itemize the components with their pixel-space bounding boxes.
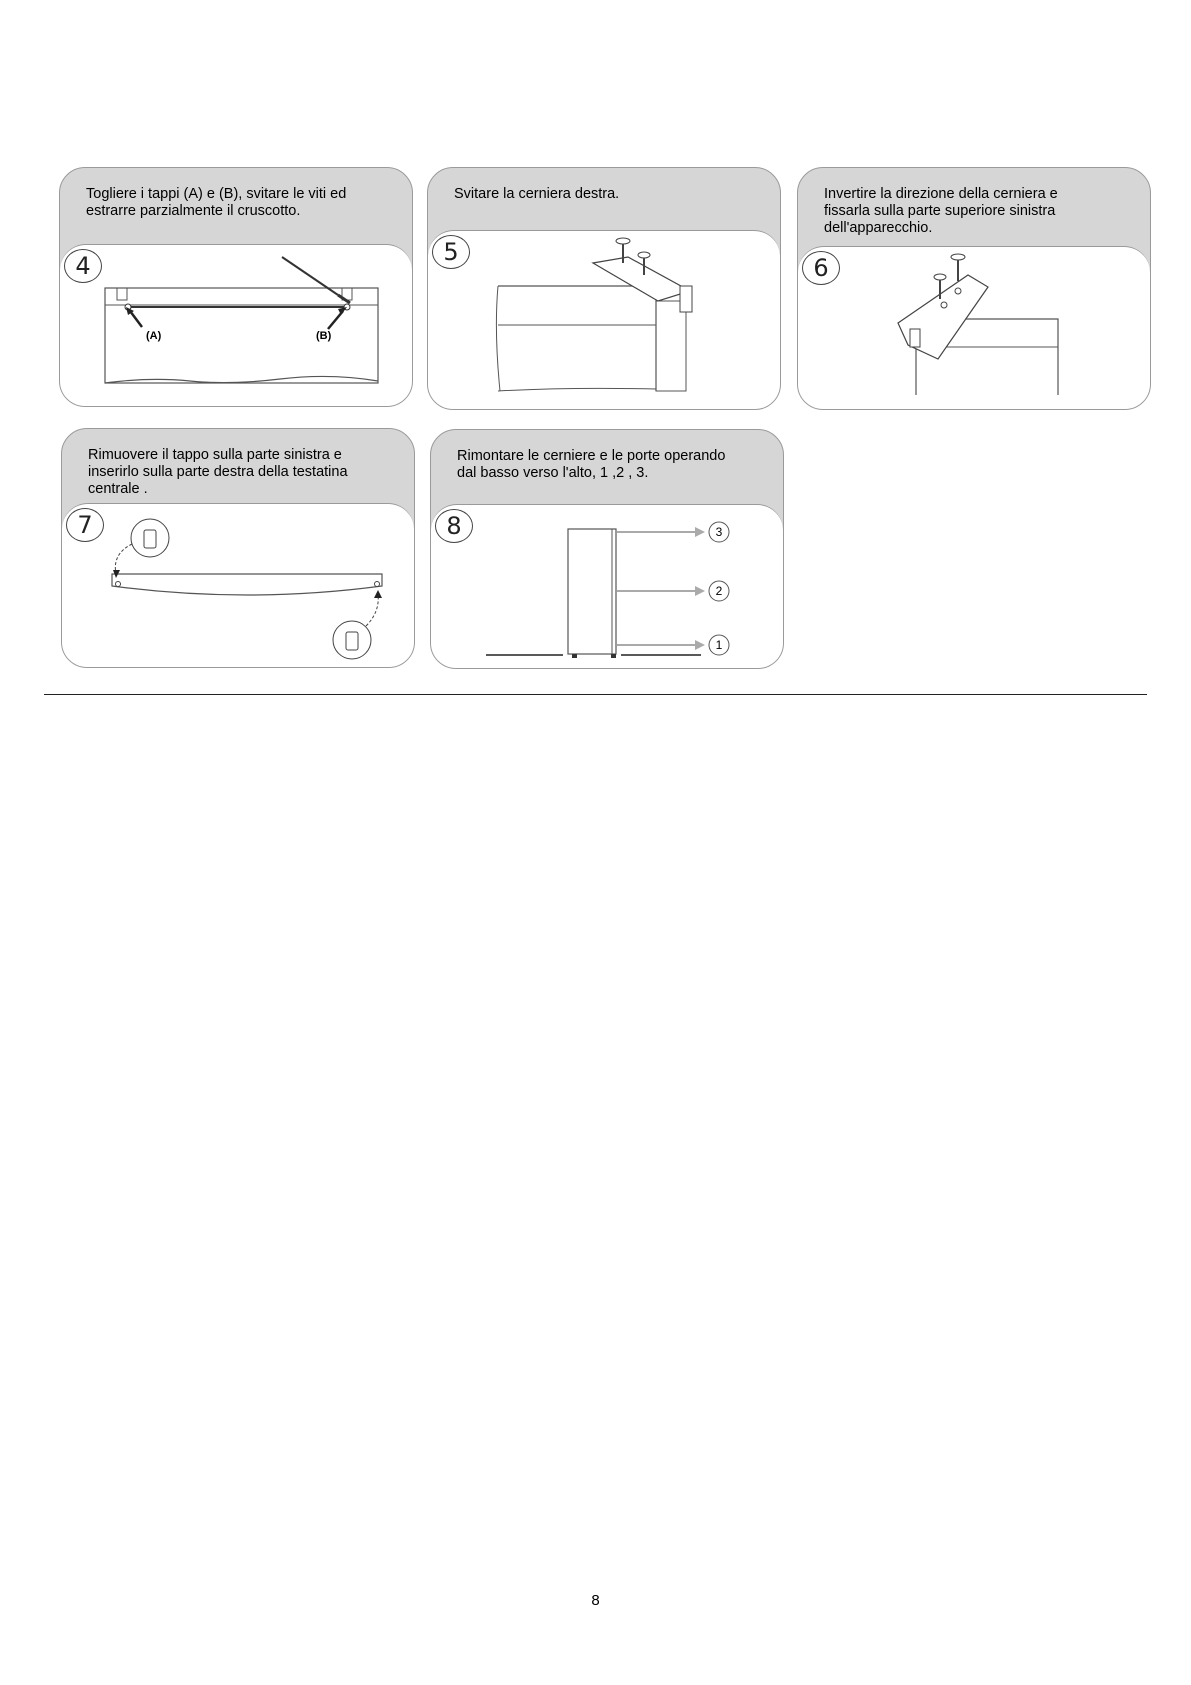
page-number: 8 <box>591 1592 600 1609</box>
remove-caps-illustration <box>60 245 413 407</box>
step-caption: Invertire la direzione della cerniera e fissarla sulla parte superiore sinistra dell'apparecchio. <box>824 186 1058 236</box>
step-caption: Svitare la cerniera destra. <box>454 186 620 202</box>
illustration-panel <box>798 246 1150 409</box>
marker-3: 3 <box>715 525 723 539</box>
illustration-panel <box>428 230 780 409</box>
step-card-7 <box>61 428 415 668</box>
unscrew-hinge-illustration <box>428 231 781 410</box>
move-cap-illustration <box>62 504 415 668</box>
step-number: 7 <box>66 508 104 542</box>
illustration-panel <box>62 503 414 667</box>
section-divider <box>44 694 1147 695</box>
step-number: 5 <box>432 235 470 269</box>
illustration-panel <box>60 244 412 406</box>
step-caption: Rimuovere il tappo sulla parte sinistra e inserirlo sulla parte destra della testatina centrale . <box>88 447 348 497</box>
marker-2: 2 <box>715 584 723 598</box>
step-card-8 <box>430 429 784 669</box>
illustration-panel <box>431 504 783 668</box>
reverse-hinge-illustration <box>798 247 1151 410</box>
cap-a-label: (A) <box>146 330 162 342</box>
step-number: 6 <box>802 251 840 285</box>
marker-1: 1 <box>715 638 723 652</box>
step-caption: Togliere i tappi (A) e (B), svitare le viti ed estrarre parzialmente il cruscotto. <box>86 186 347 219</box>
cap-b-label: (B) <box>316 330 332 342</box>
reassemble-doors-illustration <box>431 505 784 669</box>
step-card-4 <box>59 167 413 407</box>
step-number: 8 <box>435 509 473 543</box>
step-card-5 <box>427 167 781 410</box>
step-number: 4 <box>64 249 102 283</box>
step-card-6 <box>797 167 1151 410</box>
step-caption: Rimontare le cerniere e le porte operando dal basso verso l'alto, 1 ,2 , 3. <box>457 448 726 481</box>
